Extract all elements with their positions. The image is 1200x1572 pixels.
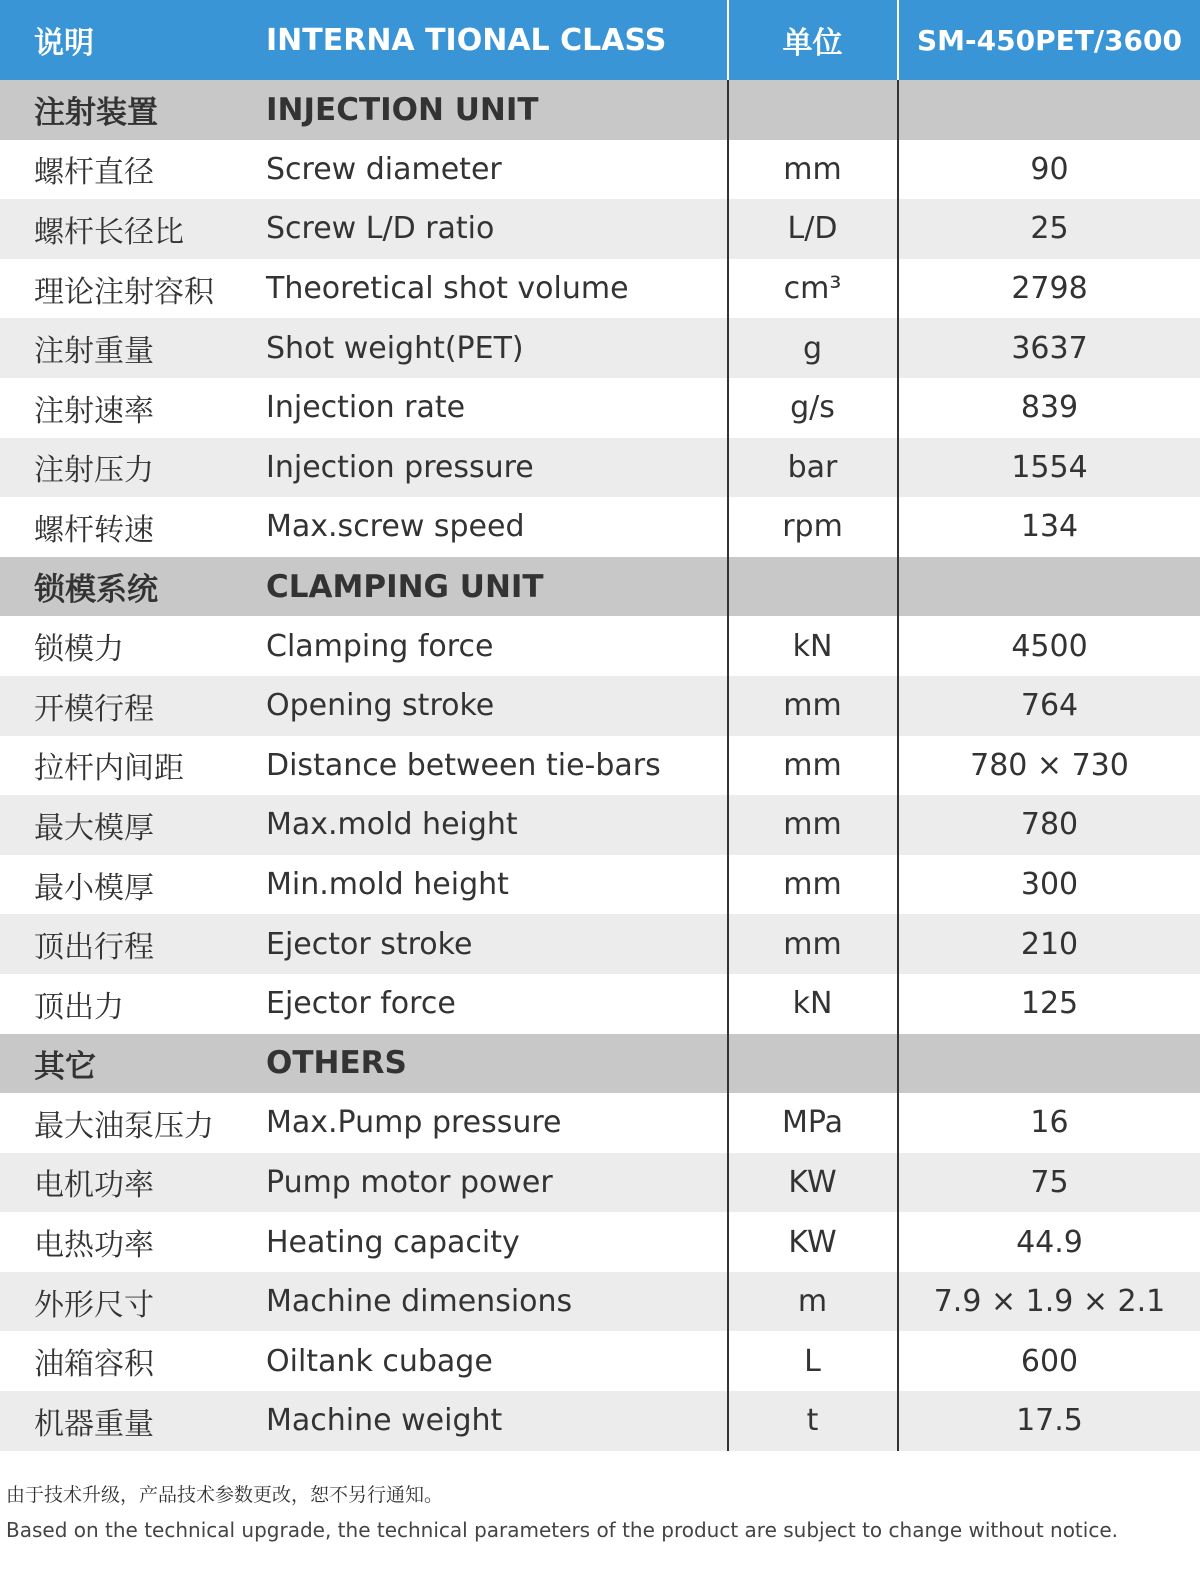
cell-unit: KW bbox=[788, 1164, 837, 1200]
cell-unit: mm bbox=[783, 867, 842, 903]
cell-value bbox=[899, 80, 1200, 140]
cell-value: 764 bbox=[1020, 688, 1079, 724]
cell-unit: mm bbox=[783, 151, 842, 187]
cell-en: Machine weight bbox=[266, 1403, 503, 1439]
cell-cn: 最小模厚 bbox=[34, 870, 154, 906]
table-row bbox=[0, 438, 1200, 498]
cell-en: OTHERS bbox=[266, 1045, 407, 1082]
table-row bbox=[0, 378, 1200, 438]
cell-cn: 理论注射容积 bbox=[34, 274, 214, 310]
cell-en: Ejector stroke bbox=[266, 926, 473, 962]
cell-value: 2798 bbox=[1011, 271, 1088, 307]
cell-value bbox=[899, 557, 1200, 617]
cell-unit: mm bbox=[783, 807, 842, 843]
cell-value: 125 bbox=[1020, 986, 1079, 1022]
cell-unit: mm bbox=[783, 747, 842, 783]
cell-cn: 锁模系统 bbox=[34, 572, 158, 609]
cell-unit: KW bbox=[788, 1224, 837, 1260]
cell-value: 780 × 730 bbox=[970, 747, 1129, 783]
section-row bbox=[0, 557, 1200, 617]
cell-en: Shot weight(PET) bbox=[266, 330, 524, 366]
table-row bbox=[0, 616, 1200, 676]
cell-unit: L bbox=[804, 1343, 821, 1379]
cell-cn: 顶出行程 bbox=[34, 930, 154, 966]
cell-cn: 注射重量 bbox=[34, 334, 154, 370]
header-divider bbox=[727, 0, 729, 80]
cell-en: Pump motor power bbox=[266, 1164, 553, 1200]
cell-value: 25 bbox=[1030, 211, 1069, 247]
cell-en: Injection pressure bbox=[266, 449, 534, 485]
table-row bbox=[0, 676, 1200, 736]
cell-en: Opening stroke bbox=[266, 688, 495, 724]
cell-value: 839 bbox=[1020, 390, 1079, 426]
cell-unit: L/D bbox=[787, 211, 838, 247]
cell-cn: 其它 bbox=[34, 1048, 96, 1085]
section-row bbox=[0, 1034, 1200, 1094]
cell-cn: 螺杆直径 bbox=[34, 155, 154, 191]
table-body bbox=[0, 80, 1200, 1451]
table-row bbox=[0, 318, 1200, 378]
cell-unit: g bbox=[802, 330, 823, 366]
cell-value: 4500 bbox=[1011, 628, 1088, 664]
table-row bbox=[0, 914, 1200, 974]
table-row bbox=[0, 974, 1200, 1034]
footnote-en: Based on the technical upgrade, the technical parameters of the product are subject to change without notice. bbox=[6, 1518, 1118, 1542]
section-row bbox=[0, 80, 1200, 140]
cell-value: 134 bbox=[1020, 509, 1079, 545]
table-row bbox=[0, 795, 1200, 855]
cell-en: INJECTION UNIT bbox=[266, 91, 539, 128]
header-unit: 单位 bbox=[782, 26, 843, 61]
cell-cn: 电热功率 bbox=[34, 1228, 154, 1264]
cell-value: 16 bbox=[1030, 1105, 1069, 1141]
cell-en: Distance between tie-bars bbox=[266, 747, 661, 783]
cell-value: 3637 bbox=[1011, 330, 1088, 366]
table-row bbox=[0, 1093, 1200, 1153]
cell-en: Machine dimensions bbox=[266, 1284, 573, 1320]
cell-cn: 拉杆内间距 bbox=[34, 751, 184, 787]
cell-unit bbox=[728, 80, 897, 140]
cell-unit: mm bbox=[783, 926, 842, 962]
table-row bbox=[0, 1272, 1200, 1332]
cell-cn: 顶出力 bbox=[34, 989, 124, 1025]
cell-value: 44.9 bbox=[1016, 1224, 1083, 1260]
cell-en: Theoretical shot volume bbox=[266, 271, 629, 307]
table-row bbox=[0, 1153, 1200, 1213]
table-row bbox=[0, 1331, 1200, 1391]
cell-en: Max.screw speed bbox=[266, 509, 525, 545]
cell-cn: 锁模力 bbox=[34, 632, 124, 668]
cell-cn: 注射压力 bbox=[34, 453, 154, 489]
table-row bbox=[0, 259, 1200, 319]
footnote bbox=[6, 1480, 1118, 1542]
cell-value: 210 bbox=[1020, 926, 1079, 962]
cell-en: Ejector force bbox=[266, 986, 456, 1022]
cell-unit: mm bbox=[783, 688, 842, 724]
cell-value: 75 bbox=[1030, 1164, 1069, 1200]
cell-value: 600 bbox=[1020, 1343, 1079, 1379]
cell-cn: 注射装置 bbox=[34, 95, 158, 132]
cell-value: 17.5 bbox=[1016, 1403, 1083, 1439]
table-row bbox=[0, 736, 1200, 796]
cell-en: CLAMPING UNIT bbox=[266, 568, 544, 605]
header-model: SM-450PET/3600 bbox=[916, 23, 1182, 57]
footnote-cn: 由于技术升级，产品技术参数更改，恕不另行通知。 bbox=[6, 1484, 444, 1506]
cell-en: Clamping force bbox=[266, 628, 494, 664]
cell-unit: MPa bbox=[781, 1105, 843, 1141]
cell-cn: 注射速率 bbox=[34, 393, 154, 429]
cell-cn: 开模行程 bbox=[34, 691, 154, 727]
cell-cn: 油箱容积 bbox=[34, 1347, 154, 1383]
cell-en: Screw diameter bbox=[266, 151, 502, 187]
header-divider bbox=[897, 0, 899, 80]
cell-en: Heating capacity bbox=[266, 1224, 520, 1260]
table-row bbox=[0, 1212, 1200, 1272]
table-header bbox=[0, 0, 1200, 80]
cell-cn: 螺杆转速 bbox=[34, 512, 154, 548]
cell-value bbox=[899, 1034, 1200, 1094]
column-divider bbox=[897, 80, 899, 1451]
cell-unit: t bbox=[806, 1403, 819, 1439]
header-cn: 说明 bbox=[34, 26, 94, 61]
cell-en: Min.mold height bbox=[266, 867, 509, 903]
table-row bbox=[0, 497, 1200, 557]
cell-en: Max.Pump pressure bbox=[266, 1105, 562, 1141]
cell-value: 7.9 × 1.9 × 2.1 bbox=[933, 1284, 1166, 1320]
table-row bbox=[0, 140, 1200, 200]
cell-en: Injection rate bbox=[266, 390, 466, 426]
cell-en: Max.mold height bbox=[266, 807, 518, 843]
cell-value: 90 bbox=[1030, 151, 1069, 187]
cell-value: 780 bbox=[1020, 807, 1079, 843]
cell-unit: rpm bbox=[782, 509, 843, 545]
cell-unit: g/s bbox=[790, 390, 835, 426]
cell-cn: 机器重量 bbox=[34, 1406, 154, 1442]
table-row bbox=[0, 1391, 1200, 1451]
cell-cn: 螺杆长径比 bbox=[34, 214, 184, 250]
cell-unit bbox=[728, 557, 897, 617]
header-en: INTERNA TIONAL CLASS bbox=[266, 22, 667, 58]
column-divider bbox=[727, 80, 729, 1451]
cell-unit: cm³ bbox=[783, 271, 842, 307]
cell-cn: 最大模厚 bbox=[34, 810, 154, 846]
cell-unit: bar bbox=[787, 449, 838, 485]
table-row bbox=[0, 199, 1200, 259]
cell-value: 300 bbox=[1020, 867, 1079, 903]
cell-unit: kN bbox=[792, 986, 833, 1022]
cell-cn: 外形尺寸 bbox=[34, 1287, 154, 1323]
cell-unit: kN bbox=[792, 628, 833, 664]
table-row bbox=[0, 855, 1200, 915]
cell-unit bbox=[728, 1034, 897, 1094]
cell-value: 1554 bbox=[1011, 449, 1088, 485]
cell-cn: 最大油泵压力 bbox=[34, 1108, 214, 1144]
cell-en: Screw L/D ratio bbox=[266, 211, 495, 247]
cell-en: Oiltank cubage bbox=[266, 1343, 493, 1379]
cell-unit: m bbox=[797, 1284, 828, 1320]
cell-cn: 电机功率 bbox=[34, 1168, 154, 1204]
